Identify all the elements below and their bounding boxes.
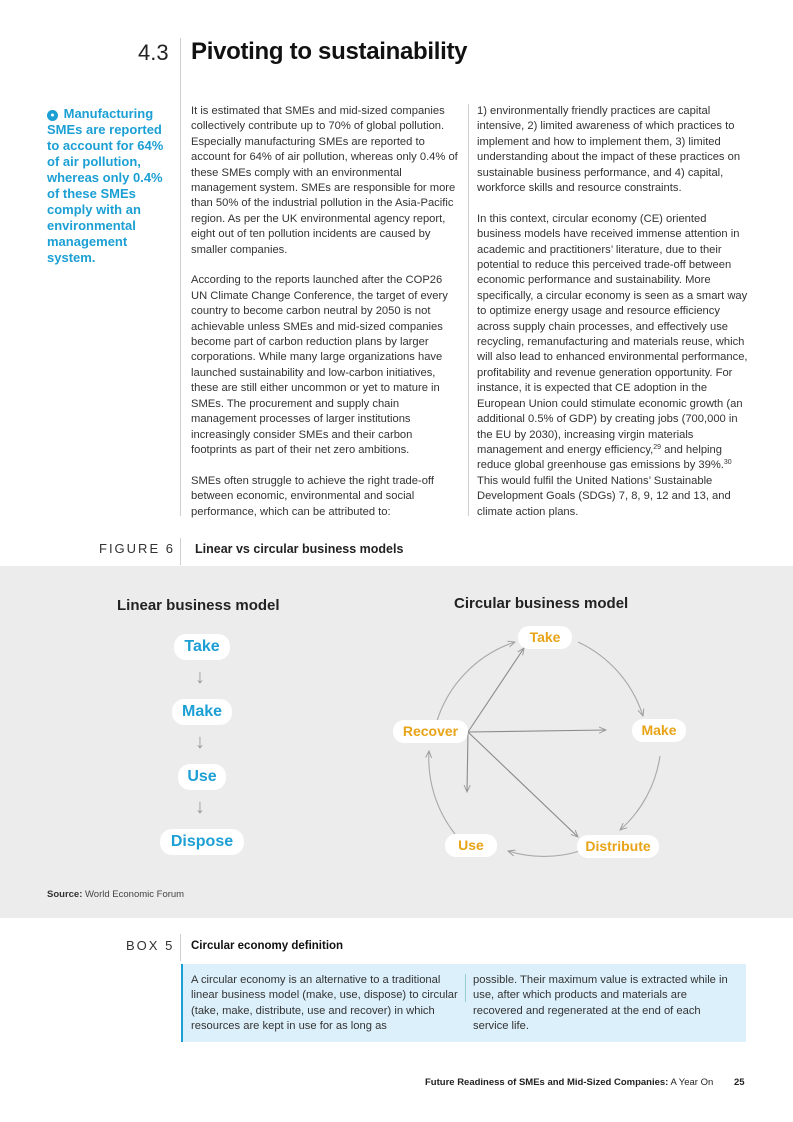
figure-panel	[0, 566, 793, 918]
body-column-left	[191, 104, 459, 535]
paragraph: It is estimated that SMEs and mid-sized companies collectively contribute up to 70% of global pollution. Especially manufacturing SMEs are reported to account for 64% of air pollution, whereas only 0.4% of these SMEs comply with an environmental management system. SMEs are responsible for more than 50% of the industrial pollution in the Asia-Pacific region. As per the UK environmental agency report, eight out of ten pollution incidents are caused by smaller companies.	[191, 105, 458, 256]
paragraph	[477, 212, 749, 520]
cycle-arrow-recover-take	[436, 642, 515, 724]
footnote-ref[interactable]: 30	[723, 459, 732, 467]
section-number: 4.3	[138, 40, 169, 65]
circular-step-use: Use	[445, 834, 497, 857]
source-text: World Economic Forum	[82, 889, 185, 900]
paragraph-text: and helping reduce global greenhouse gas emissions by 39%.	[477, 443, 724, 472]
figure-label: FIGURE 6	[99, 541, 175, 556]
section-title: Pivoting to sustainability	[191, 38, 468, 65]
cycle-arrow-use-recover	[429, 751, 455, 834]
circular-diagram-arrows	[0, 566, 793, 918]
circular-step-take: Take	[518, 626, 572, 649]
paragraph-text: This would fulfil the United Nations’ Sustainable Development Goals (SDGs) 7, 8, 9, 12 and 13, and climate action plans.	[477, 474, 731, 518]
paragraph: According to the reports launched after the COP26 UN Climate Change Conference, the target of every country to become carbon neutral by 2050 is not achievable unless SMEs and mid-sized companies become part of carbon reduction plans by larger corporations. While many large organizations have launched sustainability and low-carbon initiatives, these are still either uncommon or yet to mature in SMEs. The procurement and supply chain management processes of larger institutions increasingly consider SMEs and their carbon footprints as part of their net zero ambitions.	[191, 274, 448, 456]
report-title: Future Readiness of SMEs and Mid-Sized Companies:	[425, 1077, 669, 1088]
page-number: 25	[734, 1077, 745, 1088]
arrow-down-icon: ↓	[195, 796, 205, 818]
spoke-recover-use	[467, 732, 468, 792]
linear-step-make: Make	[172, 699, 232, 725]
cycle-arrow-distribute-use	[508, 851, 580, 856]
spoke-recover-take	[468, 648, 524, 732]
report-subtitle: A Year On	[668, 1077, 714, 1088]
arrow-down-icon: ↓	[195, 731, 205, 753]
linear-step-use: Use	[178, 764, 226, 790]
circular-model-title: Circular business model	[454, 595, 629, 612]
circular-step-make: Make	[632, 719, 686, 742]
box-label: BOX 5	[126, 938, 175, 953]
box-title: Circular economy definition	[191, 940, 344, 952]
paragraph: 1) environmentally friendly practices are capital intensive, 2) limited awareness of which practices to implement and how to implement them, 3) limited understanding about the impact of these practices on sustainable business performance, and 4) capital, workforce skills and resource constraints.	[477, 105, 741, 195]
paragraph: SMEs often struggle to achieve the right trade-off between economic, environmental and social performance, which can be attributed to:	[191, 474, 434, 518]
box-column-divider	[465, 974, 466, 1002]
running-footer	[425, 1077, 713, 1088]
arrow-down-icon: ↓	[195, 666, 205, 688]
linear-step-dispose: Dispose	[160, 829, 244, 855]
linear-step-take: Take	[174, 634, 230, 660]
info-icon: ●	[47, 110, 58, 121]
circular-step-distribute: Distribute	[577, 835, 659, 858]
cycle-arrow-take-make	[578, 642, 643, 716]
footnote-ref[interactable]: 29	[653, 443, 662, 451]
pull-quote	[47, 106, 172, 266]
box-column-right: possible. Their maximum value is extracted while in use, after which products and materials are recovered and regenerated at the end of each service life.	[473, 974, 728, 1033]
figure-title: Linear vs circular business models	[195, 542, 404, 556]
figure-divider	[180, 538, 181, 565]
circular-step-recover: Recover	[393, 720, 468, 743]
linear-model-title: Linear business model	[117, 597, 280, 614]
source-label: Source:	[47, 889, 83, 900]
body-column-right	[477, 104, 749, 535]
column-divider	[468, 104, 469, 516]
box-divider-rule	[180, 934, 181, 961]
cycle-arrow-make-distribute	[620, 756, 660, 830]
box-column-left: A circular economy is an alternative to a traditional linear business model (make, use, dispose) to circular (take, make, distribute, use and recover) in which resources are kept in use for as long as	[191, 974, 458, 1033]
pull-quote-text: Manufacturing SMEs are reported to account for 64% of air pollution, whereas only 0.4% of these SMEs comply with an environmental management system.	[47, 106, 164, 265]
spoke-recover-distribute	[468, 732, 578, 837]
figure-source	[47, 889, 184, 900]
paragraph-text: In this context, circular economy (CE) oriented business models have received immense attention in academic and practitioners’ literature, due to their potential to reduce this perceived trade-off between economic performance and sustainability. More specifically, a circular economy is seen as a smart way to optimize energy usage and resource efficiency across supply chain processes, and effectively use recycling, remanufacturing and materials reuse, which will also lead to enhanced environmental performance, profitability and revenue generation opportunity. For instance, it is expected that CE adoption in the European Union could stimulate economic growth (an additional 0.5% of GDP) by creating jobs (700,000 in the EU by 2030), increasing virgin materials management and energy efficiency,	[477, 212, 748, 456]
spoke-recover-make	[468, 730, 606, 732]
definition-box	[181, 964, 746, 1042]
section-divider	[180, 38, 181, 516]
